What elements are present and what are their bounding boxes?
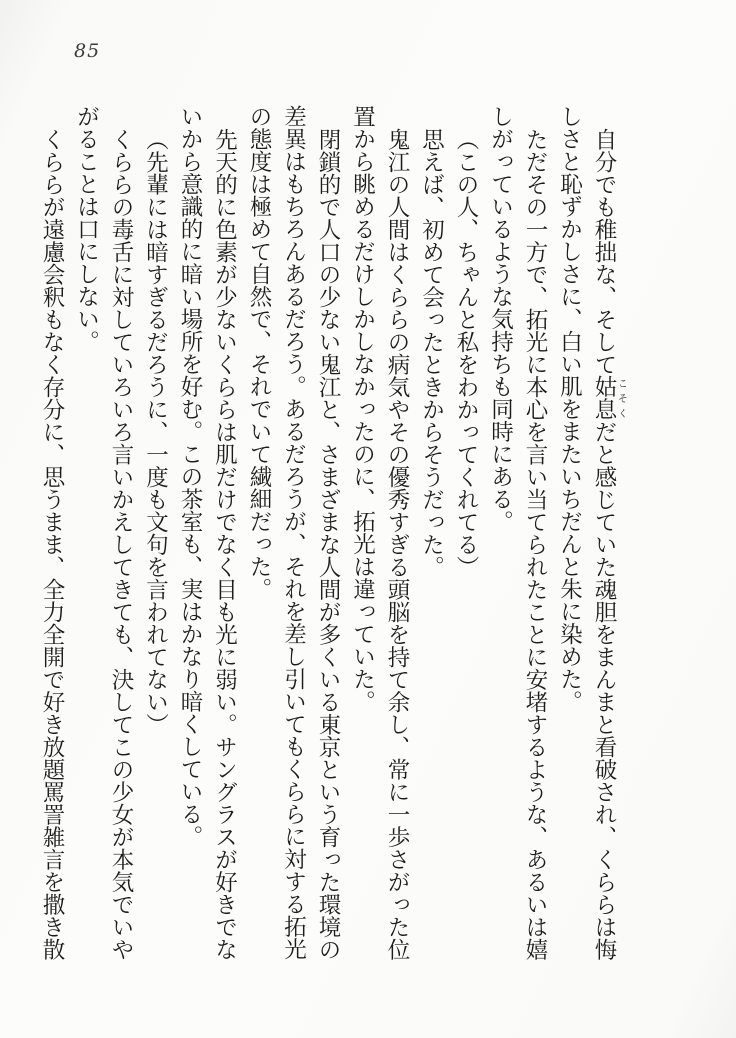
paragraph: 閉鎖的で人口の少ない鬼江と、さまざまな人間が多くいる東京という育った環境の差異はもちろんあるだろう。あるだろうが、それを差し引いてもくららに対する拓光の態度は極めて自然で、それでいて繊細だった。 [246, 105, 341, 960]
paragraph: ただその一方で、拓光に本心を言い当てられたことに安堵するような、あるいは嬉しがっているような気持ちも同時にある。 [487, 105, 548, 960]
paragraph: 思えば、初めて会ったときからそうだった。 [418, 127, 445, 578]
page-number: 85 [74, 40, 101, 62]
paragraph: （この人、ちゃんと私をわかってくれてる） [453, 127, 479, 578]
body-text [35, 105, 627, 961]
paragraph: くららが遠慮会釈もなく存分に、思うまま、全力全開で好き放題罵詈雑言を撒き散 [39, 127, 65, 960]
ruby-annotated-word: 姑息こそく [591, 375, 627, 420]
paragraph: 鬼江の人間はくららの病気やその優秀すぎる頭脳を持て余し、常に一歩さがった位置から眺めるだけしかしなかったのに、拓光は違っていた。 [349, 105, 410, 960]
paragraph: （先輩には暗すぎるだろうに、一度も文句を言われてない） [142, 127, 169, 735]
paragraph: くららの毒舌に対していろいろ言いかえしてきても、決してこの少女が本気でいやがることは口にしない。 [73, 105, 134, 960]
paragraph: 先天的に色素が少ないくららは肌だけでなく目も光に弱い。サングラスが好きでないから意識的に暗い場所を好む。この茶室も、実はかなり暗くしている。 [177, 105, 238, 960]
paragraph: 自分でも稚拙な、そして姑息こそくだと感じていた魂胆をまんまと看破され、くららは悔しさと恥ずかしさに、白い肌をまたいちだんと朱に染めた。 [556, 105, 627, 960]
